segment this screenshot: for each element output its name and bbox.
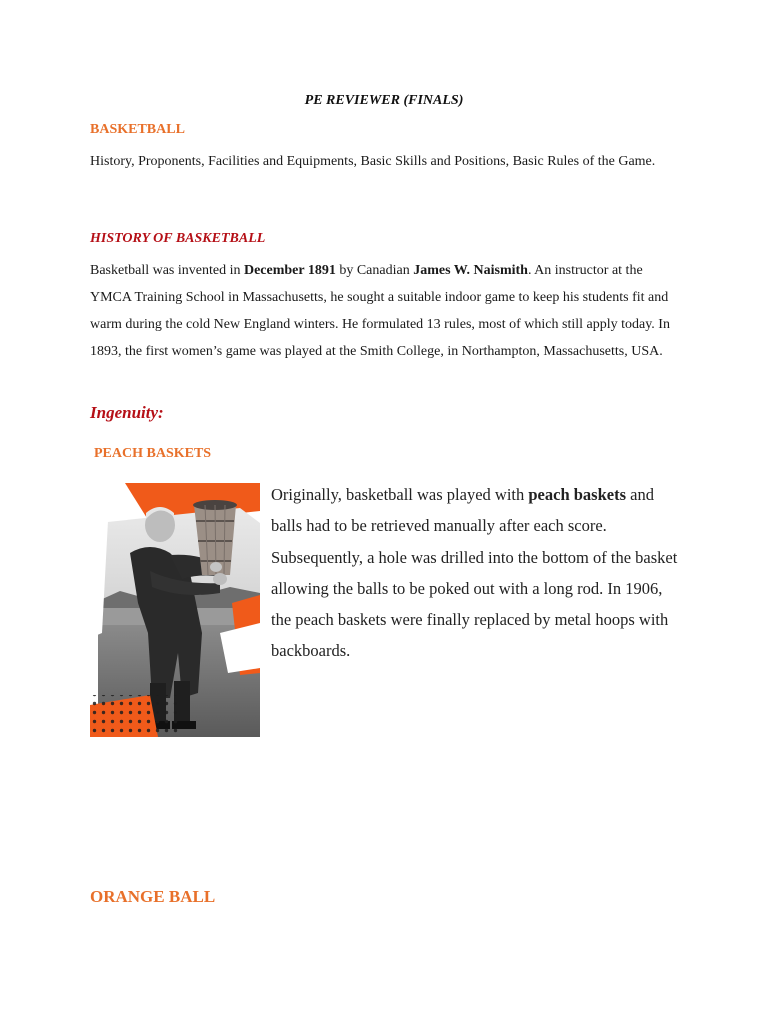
document-title: PE REVIEWER (FINALS) — [304, 93, 464, 108]
peach-text-2: and balls had to be retrieved manually after each score. Subsequently, a hole was drilled into the bottom of the basket allowing the balls to be poked out with a long rod. In 1906, the peach baskets were finally replaced by metal hoops with backboards. — [271, 485, 678, 661]
section-heading-basketball: BASKETBALL — [90, 122, 185, 137]
history-text-2: by Canadian — [335, 263, 414, 278]
peach-baskets-heading: PEACH BASKETS — [94, 446, 212, 461]
inventor-name: James W. Naismith — [413, 263, 528, 278]
history-text-1: Basketball was invented in — [90, 263, 244, 278]
section-subtopics: History, Proponents, Facilities and Equipments, Basic Skills and Positions, Basic Rules of the Game. — [90, 154, 656, 169]
ingenuity-heading: Ingenuity: — [90, 403, 164, 422]
orange-ball-heading: ORANGE BALL — [90, 887, 216, 906]
peach-baskets-paragraph — [271, 479, 681, 667]
history-paragraph — [90, 257, 680, 365]
history-text-3: . An instructor at the YMCA Training School in Massachusetts, he sought a suitable indoor game to keep his students fit and warm during the cold New England winters. He formulated 13 rules, most of which still apply today. In 1893, the first women’s game was played at the Smith College, in Northampton, Massachusetts, USA. — [90, 263, 670, 359]
history-heading: HISTORY OF BASKETBALL — [90, 231, 266, 246]
peach-baskets-term: peach baskets — [528, 485, 627, 504]
naismith-peach-basket-photo — [90, 483, 260, 737]
invention-date: December 1891 — [243, 263, 336, 278]
man-holding-basket-icon — [90, 483, 260, 737]
peach-text-1: Originally, basketball was played with — [271, 485, 529, 504]
